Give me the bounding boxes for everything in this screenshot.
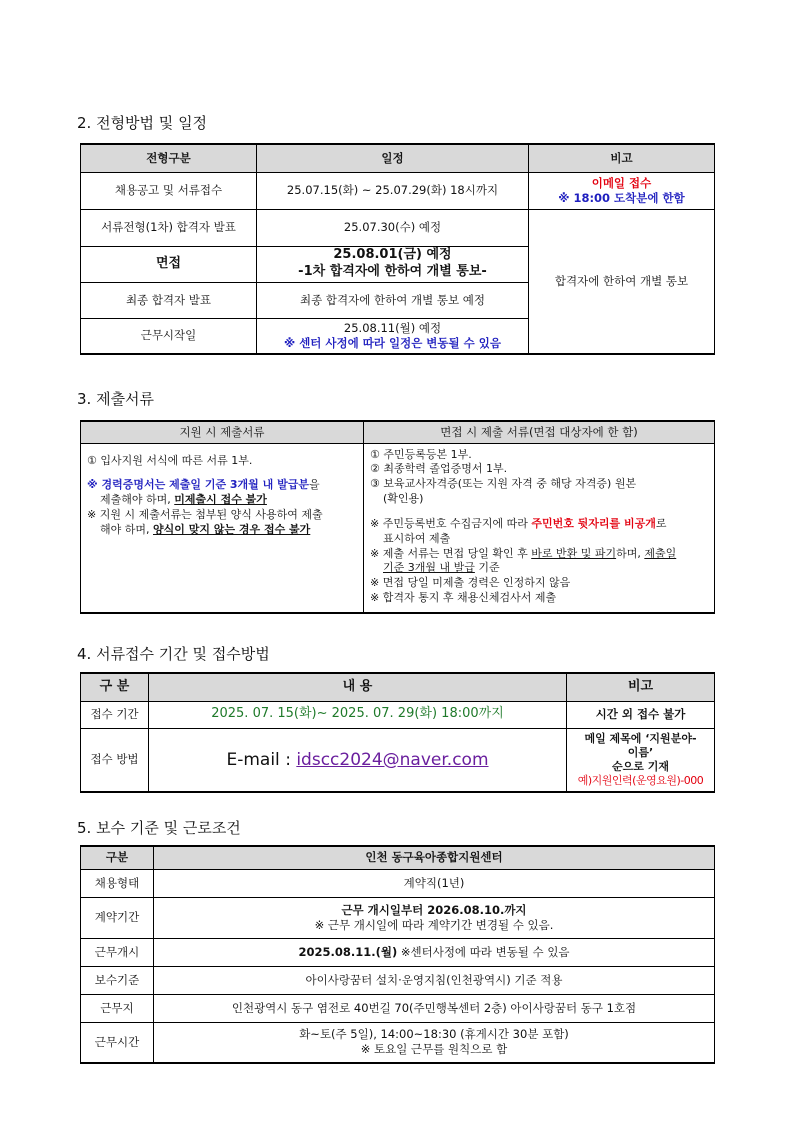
- period-value: 2025. 07. 15(화)~ 2025. 07. 29(화) 18:00까지: [149, 701, 567, 728]
- row-label: 채용공고 및 서류접수: [81, 172, 257, 209]
- method-label: 접수 방법: [81, 728, 149, 792]
- table-row: [81, 869, 715, 897]
- section-4-heading: 4. 서류접수 기간 및 접수방법: [77, 645, 270, 663]
- table-row: [81, 994, 715, 1022]
- start-date: 25.08.11(월) 예정: [343, 320, 442, 335]
- conditions-table: [80, 845, 715, 1064]
- list-item: ① 주민등록등본 1부.: [370, 447, 472, 461]
- table-row: [81, 897, 715, 938]
- header-center: 인천 동구육아종합지원센터: [154, 846, 715, 869]
- header-interview-docs: 면접 시 제출 서류(면접 대상자에 한 함): [364, 421, 715, 443]
- header-schedule: 일정: [257, 144, 529, 172]
- row-schedule: 25.07.30(수) 예정: [257, 209, 529, 246]
- row-label: 근무지: [81, 994, 154, 1022]
- table-row: [81, 701, 715, 728]
- schedule-table: [80, 143, 715, 355]
- contract-period: 근무 개시일부터 2026.08.10.까지: [341, 902, 527, 917]
- apply-docs-list: [81, 443, 364, 613]
- row-schedule: 최종 합격자에 한하여 개별 통보 예정: [257, 282, 529, 318]
- row-label: 채용형태: [81, 869, 154, 897]
- row-value: 2025.08.11.(월) ※센터사정에 따라 변동될 수 있음: [154, 938, 715, 966]
- header-content: 내 용: [149, 673, 567, 701]
- row-value: [154, 897, 715, 938]
- row-schedule: [257, 246, 529, 282]
- table-row: [81, 728, 715, 792]
- interview-date: 25.08.01(금) 예정: [333, 247, 452, 263]
- list-item: ※ 주민등록번호 수집금지에 따라 주민번호 뒷자리를 비공개로 표시하여 제출: [370, 516, 667, 545]
- row-label: 근무개시: [81, 938, 154, 966]
- method-note-line: 이름’: [627, 746, 654, 759]
- row-label: 보수기준: [81, 966, 154, 994]
- row-value: 아이사랑꿈터 설치·운영지침(인천광역시) 기준 적용: [154, 966, 715, 994]
- table-row: [81, 209, 715, 246]
- merged-note: 합격자에 한하여 개별 통보: [529, 209, 715, 354]
- list-item: ② 최종학력 졸업증명서 1부.: [370, 462, 508, 476]
- row-note: [529, 172, 715, 209]
- row-schedule: [257, 318, 529, 354]
- period-note: 시간 외 접수 불가: [567, 701, 715, 728]
- row-label: 서류전형(1차) 합격자 발표: [81, 209, 257, 246]
- table-row: [81, 1022, 715, 1063]
- interview-note: -1차 합격자에 한하여 개별 통보-: [298, 264, 487, 279]
- start-date-note: ※ 센터 사정에 따라 일정은 변동될 수 있음: [284, 335, 501, 350]
- method-note-line: 메일 제목에 ‘지원분야-: [584, 732, 697, 746]
- list-item: ※ 면접 당일 미제출 경력은 인정하지 않음: [370, 576, 571, 590]
- row-value: 인천광역시 동구 염전로 40번길 70(주민행복센터 2층) 아이사랑꿈터 동구 1호점: [154, 994, 715, 1022]
- interview-docs-list: [364, 443, 715, 613]
- documents-table: [80, 420, 715, 614]
- section-2-heading: 2. 전형방법 및 일정: [77, 114, 208, 132]
- list-item: ③ 보육교사자격증(또는 지원 자격 중 해당 자격증) 원본 (확인용): [370, 477, 637, 506]
- method-note: [567, 728, 715, 792]
- list-item: ※ 제출 서류는 면접 당일 확인 후 바로 반환 및 파기하며, 제출일 기준 3개월 내 발급 기준: [370, 546, 677, 575]
- email-prefix: E-mail :: [226, 749, 297, 770]
- header-category: 구 분: [81, 673, 149, 701]
- header-note: 비고: [567, 673, 715, 701]
- work-hours-note: ※ 토요일 근무를 원칙으로 함: [360, 1042, 508, 1057]
- method-example: 예)지원인력(운영요원)-000: [577, 773, 704, 787]
- header-apply-docs: 지원 시 제출서류: [81, 421, 364, 443]
- row-label: 최종 합격자 발표: [81, 282, 257, 318]
- header-note: 비고: [529, 144, 715, 172]
- table-row: [81, 172, 715, 209]
- email-link[interactable]: idscc2024@naver.com: [296, 749, 489, 770]
- period-label: 접수 기간: [81, 701, 149, 728]
- list-item: ① 입사지원 서식에 따른 서류 1부.: [87, 453, 253, 467]
- row-value: [154, 1022, 715, 1063]
- row-label: 계약기간: [81, 897, 154, 938]
- receipt-table: [80, 672, 715, 793]
- section-5-heading: 5. 보수 기준 및 근로조건: [77, 819, 241, 837]
- header-type: 전형구분: [81, 144, 257, 172]
- row-value: 계약직(1년): [154, 869, 715, 897]
- work-hours: 화~토(주 5일), 14:00~18:30 (휴게시간 30분 포함): [299, 1027, 569, 1042]
- contract-note: ※ 근무 개시일에 따라 계약기간 변경될 수 있음.: [314, 917, 554, 932]
- table-row: [81, 966, 715, 994]
- email-receipt-note: 이메일 접수: [591, 175, 652, 190]
- header-category: 구분: [81, 846, 154, 869]
- list-item: ※ 합격자 통지 후 채용신체검사서 제출: [370, 591, 557, 605]
- method-value: [149, 728, 567, 792]
- method-note-line: 순으로 기재: [612, 759, 669, 773]
- row-label: 면접: [81, 246, 257, 282]
- row-label: 근무시작일: [81, 318, 257, 354]
- list-item: ※ 지원 시 제출서류는 첨부된 양식 사용하여 제출 해야 하며, 양식이 맞지 않는 경우 접수 불가: [87, 508, 323, 536]
- deadline-note: ※ 18:00 도착분에 한함: [558, 190, 685, 205]
- list-item: ※ 경력증명서는 제출일 기준 3개월 내 발급분을 제출해야 하며, 미제출시 접수 불가: [87, 478, 320, 507]
- row-schedule: 25.07.15(화) ~ 25.07.29(화) 18시까지: [257, 172, 529, 209]
- row-label: 근무시간: [81, 1022, 154, 1063]
- table-row: [81, 938, 715, 966]
- section-3-heading: 3. 제출서류: [77, 390, 155, 408]
